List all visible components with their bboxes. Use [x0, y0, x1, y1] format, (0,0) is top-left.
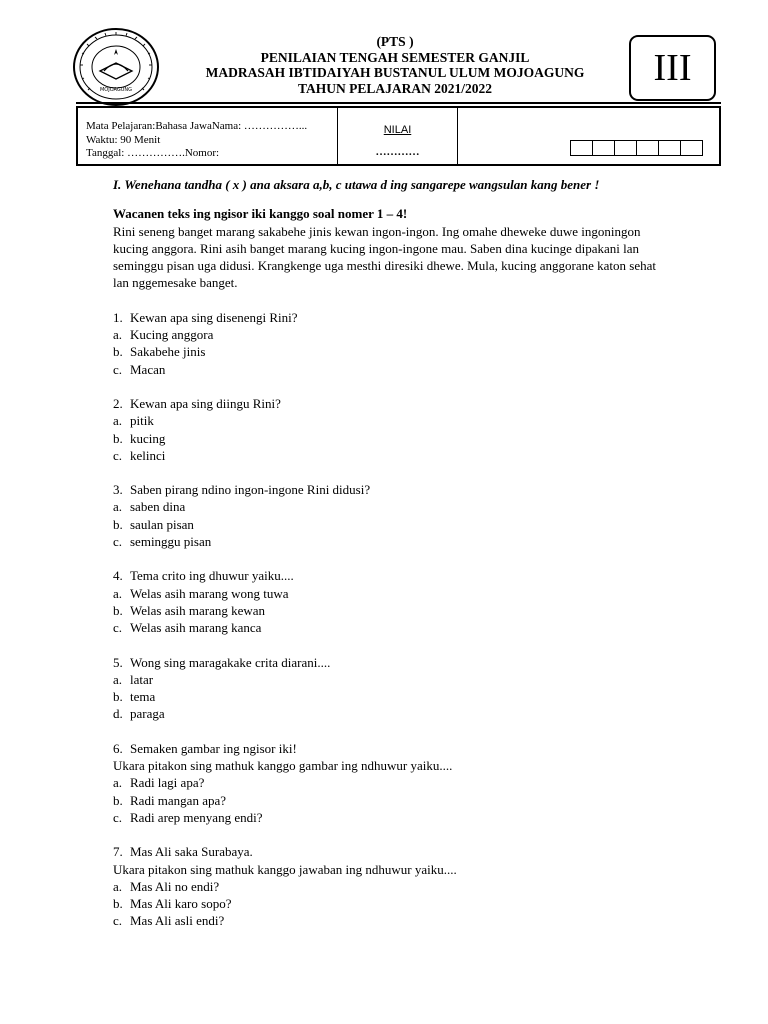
question-3 — [113, 481, 658, 550]
answer-option[interactable] — [113, 792, 658, 809]
question-text: Semaken gambar ing ngisor iki! — [130, 740, 297, 756]
score-blank: ………… — [375, 146, 420, 158]
question-stem — [113, 654, 658, 671]
question-stem — [113, 567, 658, 584]
answer-option[interactable] — [113, 912, 658, 929]
answer-option[interactable] — [113, 809, 658, 826]
time-line: Waktu: 90 Menit — [86, 133, 161, 146]
answer-option[interactable] — [113, 447, 658, 464]
question-text: Wong sing maragakake crita diarani.... — [130, 654, 331, 670]
option-letter: b. — [113, 896, 123, 912]
answer-option[interactable] — [113, 533, 658, 550]
score-label: NILAI — [383, 124, 412, 136]
student-info-box — [76, 106, 721, 166]
question-stem — [113, 309, 658, 326]
academic-year: TAHUN PELAJARAN 2021/2022 — [297, 80, 492, 96]
option-text: kucing — [130, 430, 166, 446]
question-text: Kewan apa sing disenengi Rini? — [130, 309, 298, 325]
answer-option[interactable] — [113, 774, 658, 791]
question-number: 6. — [113, 740, 123, 756]
option-letter: b. — [113, 792, 123, 808]
score-box — [337, 108, 458, 164]
option-text: pitik — [130, 413, 154, 429]
question-6 — [113, 740, 658, 826]
question-4 — [113, 567, 658, 636]
option-letter: c. — [113, 620, 123, 636]
option-text: Kucing anggora — [130, 327, 214, 343]
option-text: kelinci — [130, 447, 166, 463]
option-text: paraga — [130, 706, 165, 722]
option-letter: a. — [113, 413, 123, 429]
answer-option[interactable] — [113, 343, 658, 360]
number-cell — [614, 140, 637, 156]
number-cell — [592, 140, 615, 156]
date-number-line: Tanggal: …………….Nomor: — [86, 147, 220, 159]
question-1 — [113, 309, 658, 378]
option-text: Radi arep menyang endi? — [130, 809, 263, 825]
question-text: Mas Ali saka Surabaya. — [130, 844, 253, 860]
option-letter: d. — [113, 706, 123, 722]
instruction: I. Wenehana tandha ( x ) ana aksara a,b, c utawa d ing sangarepe wangsulan kang bener ! — [113, 177, 600, 192]
option-letter: b. — [113, 689, 123, 705]
question-text: Tema crito ing dhuwur yaiku.... — [130, 568, 294, 584]
option-text: seminggu pisan — [130, 534, 212, 550]
option-text: Mas Ali karo sopo? — [130, 896, 232, 912]
option-text: latar — [130, 671, 154, 687]
option-text: Welas asih marang wong tuwa — [130, 585, 289, 601]
question-stem — [113, 481, 658, 498]
answer-option[interactable] — [113, 602, 658, 619]
question-number: 3. — [113, 482, 123, 498]
question-number: 2. — [113, 395, 123, 411]
exam-title-block — [160, 34, 630, 96]
exam-title: PENILAIAN TENGAH SEMESTER GANJIL — [260, 49, 530, 65]
question-prompt: Ukara pitakon sing mathuk kanggo jawaban ing ndhuwur yaiku.... — [113, 861, 457, 877]
option-letter: c. — [113, 361, 123, 377]
question-number: 5. — [113, 654, 123, 670]
option-letter: c. — [113, 534, 123, 550]
question-stem — [113, 843, 658, 860]
question-prompt: Ukara pitakon sing mathuk kanggo gambar ing ndhuwur yaiku.... — [113, 758, 453, 774]
passage-text: Rini seneng banget marang sakabehe jinis kewan ingon-ingon. Ing omahe dheweke duwe ingoningon kucing anggora. Rini asih banget marang kucing ingon-ingone mau. Saben dina kucinge dipakani lan seminggu pisan uga didusi. Krangkenge uga mesthi diresiki dhewe. Mula, kucing anggorane katon sehat lan nggemesake banget. — [113, 223, 656, 291]
answer-option[interactable] — [113, 895, 658, 912]
grade-box: III — [629, 35, 716, 101]
question-stem — [113, 395, 658, 412]
option-letter: b. — [113, 516, 123, 532]
question-text: Saben pirang ndino ingon-ingone Rini didusi? — [130, 482, 371, 498]
option-letter: a. — [113, 775, 123, 791]
option-text: Mas Ali no endi? — [130, 878, 220, 894]
answer-option[interactable] — [113, 326, 658, 343]
school-name: MADRASAH IBTIDAIYAH BUSTANUL ULUM MOJOAGUNG — [205, 65, 585, 80]
answer-option[interactable] — [113, 619, 658, 636]
question-number: 4. — [113, 568, 123, 584]
option-text: Mas Ali asli endi? — [130, 913, 225, 929]
option-letter: b. — [113, 344, 123, 360]
option-text: Radi mangan apa? — [130, 792, 227, 808]
answer-option[interactable] — [113, 878, 658, 895]
answer-option[interactable] — [113, 688, 658, 705]
student-number-cells — [571, 140, 703, 156]
option-letter: a. — [113, 499, 123, 515]
answer-option[interactable] — [113, 430, 658, 447]
option-letter: b. — [113, 430, 123, 446]
number-cell — [570, 140, 593, 156]
answer-option[interactable] — [113, 705, 658, 722]
option-text: saben dina — [130, 499, 186, 515]
option-text: tema — [130, 689, 156, 705]
number-cell — [680, 140, 703, 156]
option-text: saulan pisan — [130, 516, 194, 532]
option-letter: c. — [113, 447, 123, 463]
question-list — [113, 309, 658, 930]
exam-code: (PTS ) — [376, 34, 414, 49]
answer-option[interactable] — [113, 671, 658, 688]
option-letter: a. — [113, 671, 123, 687]
option-letter: a. — [113, 878, 123, 894]
option-letter: c. — [113, 913, 123, 929]
option-text: Radi lagi apa? — [130, 775, 205, 791]
question-number: 7. — [113, 844, 123, 860]
option-letter: a. — [113, 327, 123, 343]
number-cell — [658, 140, 681, 156]
exam-content — [113, 176, 658, 930]
option-letter: c. — [113, 809, 123, 825]
answer-option[interactable] — [113, 498, 658, 515]
question-stem — [113, 740, 658, 757]
option-letter: b. — [113, 602, 123, 618]
passage-title: Wacanen teks ing ngisor iki kanggo soal nomer 1 – 4! — [113, 206, 408, 222]
question-text: Kewan apa sing diingu Rini? — [130, 395, 281, 411]
exam-header — [0, 0, 768, 110]
student-info-text — [86, 120, 307, 161]
question-number: 1. — [113, 309, 123, 325]
logo-lettering: MOJOAGUNG — [99, 87, 133, 93]
question-5 — [113, 654, 658, 723]
subject-name-line: Mata Pelajaran:Bahasa JawaNama: ……………... — [86, 120, 308, 132]
option-text: Welas asih marang kewan — [130, 602, 266, 618]
answer-option[interactable] — [113, 361, 658, 378]
option-text: Sakabehe jinis — [130, 344, 206, 360]
header-divider — [76, 102, 721, 104]
question-7 — [113, 843, 658, 929]
option-text: Welas asih marang kanca — [130, 620, 262, 636]
option-text: Macan — [130, 361, 166, 377]
answer-option[interactable] — [113, 516, 658, 533]
question-2 — [113, 395, 658, 464]
answer-option[interactable] — [113, 412, 658, 429]
number-cell — [636, 140, 659, 156]
school-seal-logo — [72, 27, 160, 107]
answer-option[interactable] — [113, 585, 658, 602]
option-letter: a. — [113, 585, 123, 601]
